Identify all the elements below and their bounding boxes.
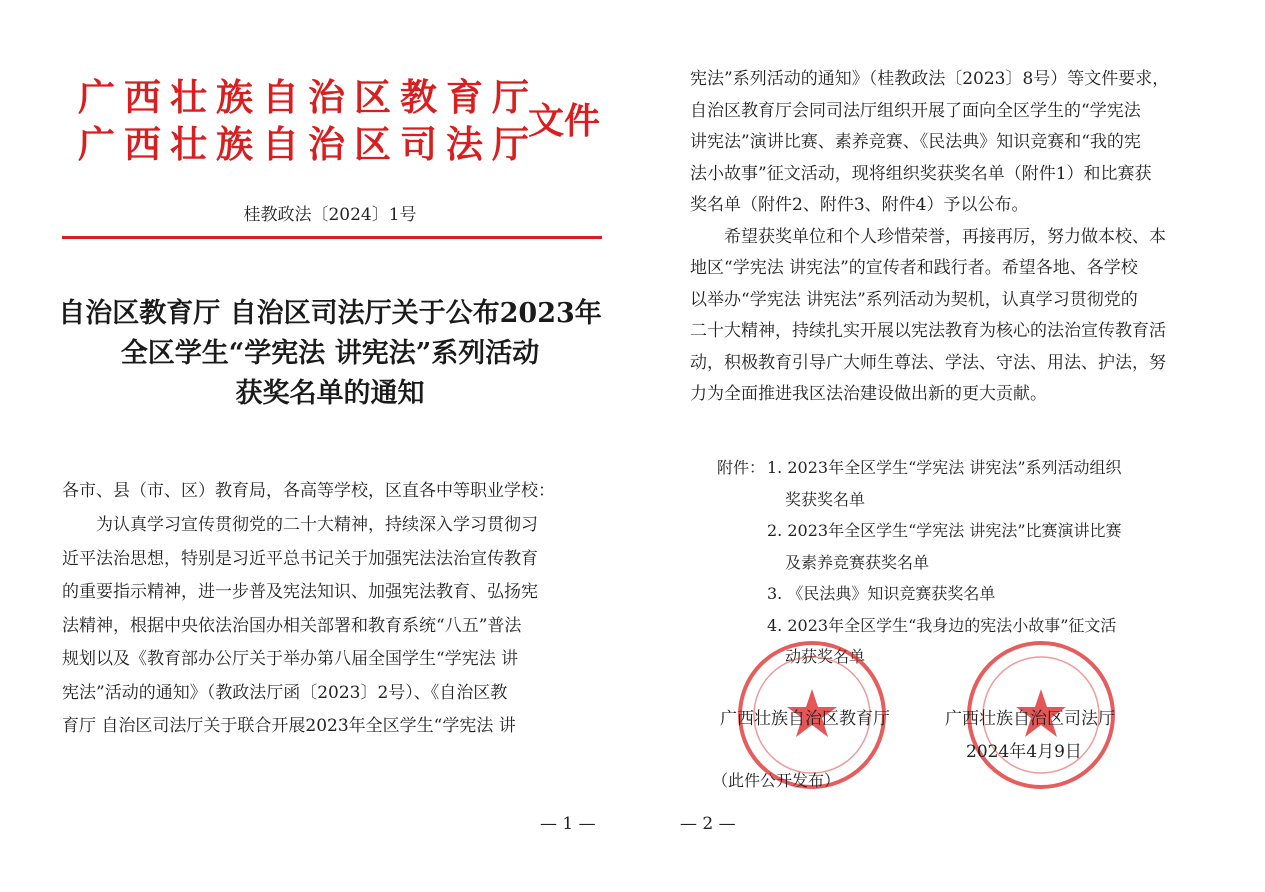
salutation: 各市、县（市、区）教育局，各高等学校，区直各中等职业学校： <box>62 481 555 501</box>
attachment-continuation: 奖获奖名单 <box>785 489 866 509</box>
attachment-item <box>717 452 1217 484</box>
body-line: 为认真学习宣传贯彻党的二十大精神，持续深入学习贯彻习 <box>96 515 538 535</box>
document-label: 文件 <box>528 100 601 142</box>
body-line: 奖名单（附件2、附件3、附件4）予以公布。 <box>690 195 1029 215</box>
red-divider <box>62 236 602 239</box>
body-line: 近平法治思想，特别是习近平总书记关于加强宪法法治宣传教育 <box>62 548 538 569</box>
issuer-education-department: 广西壮族自治区教育厅 <box>78 75 538 119</box>
body-line: 的重要指示精神，进一步普及宪法知识、加强宪法教育、弘扬宪 <box>62 582 538 602</box>
body-paragraph-continued <box>690 63 1230 410</box>
body-line: 自治区教育厅会同司法厅组织开展了面向全区学生的“学宪法 <box>690 100 1141 121</box>
page-number-1: — 1 — <box>540 814 596 834</box>
body-line: 希望获奖单位和个人珍惜荣誉，再接再厉，努力做本校、本 <box>724 226 1166 247</box>
attachment-item: 4. 2023年全区学生“我身边的宪法小故事”征文活 <box>767 615 1117 635</box>
body-line: 力为全面推进我区法治建设做出新的更大贡献。 <box>690 384 1047 404</box>
issue-date: 2024年4月9日 <box>966 742 1082 762</box>
attachment-item: 2. 2023年全区学生“学宪法 讲宪法”比赛演讲比赛 <box>767 521 1122 540</box>
title-line-3: 获奖名单的通知 <box>235 378 425 409</box>
body-line: 以举办“学宪法 讲宪法”系列活动为契机，认真学习贯彻党的 <box>690 289 1138 310</box>
public-release-note: （此件公开发布） <box>712 771 841 790</box>
page-number-2: — 2 — <box>680 814 736 834</box>
issuer-justice-department: 广西壮族自治区司法厅 <box>78 122 538 166</box>
page-2 <box>660 0 1265 892</box>
body-line: 宪法”活动的通知》（教政法厅函〔2023〕2号）、《自治区教 <box>62 682 508 703</box>
body-line: 动，积极教育引导广大师生尊法、学法、守法、用法、护法，努 <box>690 352 1166 373</box>
body-line: 讲宪法”演讲比赛、素养竞赛、《民法典》知识竞赛和“我的宪 <box>690 132 1141 152</box>
attachment-item: 3. 《民法典》知识竞赛获奖名单 <box>767 584 996 603</box>
body-line: 育厅 自治区司法厅关于联合开展2023年全区学生“学宪法 讲 <box>62 716 516 736</box>
attachments-lead: 附件： <box>717 458 766 477</box>
body-line: 二十大精神，持续扎实开展以宪法教育为核心的法治宣传教育活 <box>690 321 1166 341</box>
title-line-1: 自治区教育厅 自治区司法厅关于公布2023年 <box>58 298 602 329</box>
title-line-2: 全区学生“学宪法 讲宪法”系列活动 <box>120 338 540 369</box>
document-number: 桂教政法〔2024〕1号 <box>243 205 417 225</box>
body-line: 规划以及《教育部办公厅关于举办第八届全国学生“学宪法 讲 <box>62 649 519 669</box>
body-line: 法小故事”征文活动，现将组织奖获奖名单（附件1）和比赛获 <box>690 163 1152 184</box>
body-line: 法精神，根据中央依法治国办相关部署和教育系统“八五”普法 <box>62 615 522 636</box>
signature-education-department: 广西壮族自治区教育厅 <box>720 709 890 729</box>
body-line: 地区“学宪法 讲宪法”的宣传者和践行者。希望各地、各学校 <box>690 258 1138 278</box>
issuer-header <box>78 74 538 168</box>
attachment-continuation: 及素养竞赛获奖名单 <box>785 552 930 572</box>
attachment-line: 1. 2023年全区学生“学宪法 讲宪法”系列活动组织 <box>767 458 1122 477</box>
body-line: 宪法”系列活动的通知》（桂教政法〔2023〕8号）等文件要求， <box>690 69 1170 89</box>
attachment-continuation: 动获奖名单 <box>785 647 866 666</box>
body-paragraph-1 <box>62 509 608 744</box>
signature-justice-department: 广西壮族自治区司法厅 <box>945 709 1115 729</box>
document-title <box>0 294 660 414</box>
attachments-list <box>717 452 1217 673</box>
